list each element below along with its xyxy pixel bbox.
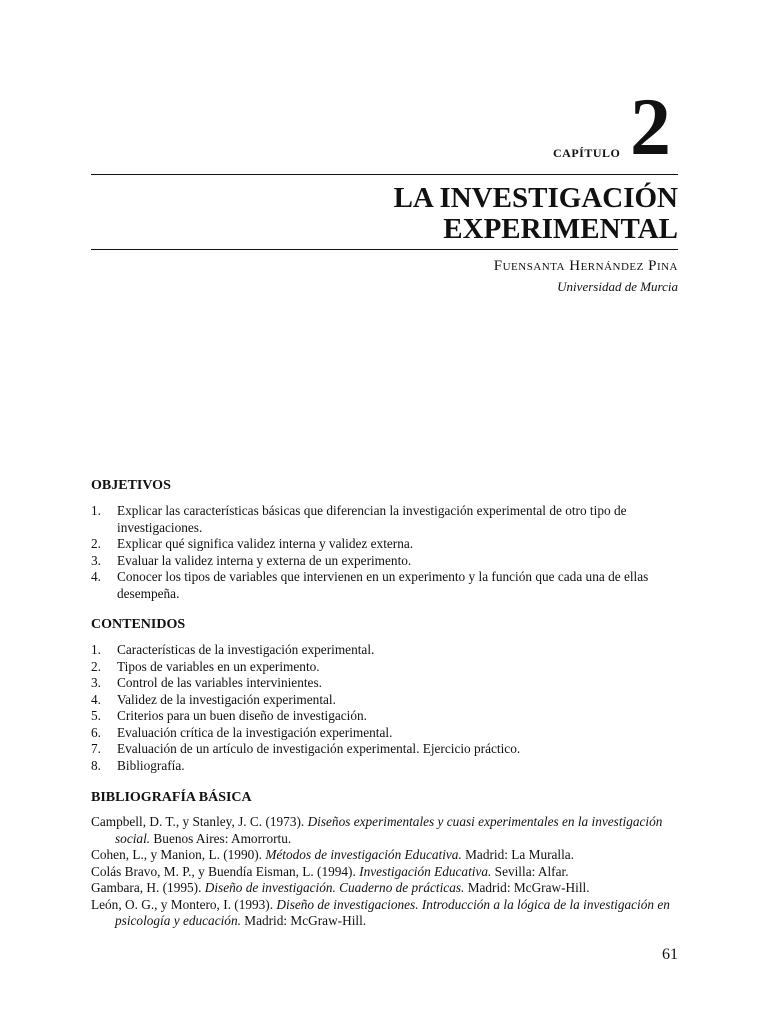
bib-publisher: Buenos Aires: Amorrortu. [153, 830, 292, 846]
objetivos-list [91, 503, 681, 602]
item-text: Explicar las características básicas que diferencian la investigación experimental de otro tipo de investigaciones. [117, 503, 627, 535]
item-text: Validez de la investigación experimental. [117, 691, 336, 707]
item-number: 8. [91, 757, 101, 773]
list-item [91, 659, 681, 676]
item-number: 1. [91, 503, 101, 518]
bib-work: Diseño de investigaciones. Introducción a la lógica de la investigación en psicología y educación. [115, 896, 670, 928]
list-item [91, 642, 681, 659]
bib-publisher: Sevilla: Alfar. [494, 863, 569, 879]
item-text: Explicar qué significa validez interna y validez externa. [117, 536, 414, 551]
bib-work: Diseño de investigación. Cuaderno de prácticas. [204, 880, 465, 895]
contenidos-list [91, 642, 681, 774]
item-text: Bibliografía. [117, 757, 185, 773]
page-number: 61 [662, 946, 678, 963]
bibliography-entry [91, 880, 681, 897]
item-number: 3. [91, 675, 101, 690]
item-number: 4. [91, 691, 101, 707]
chapter-label: CAPÍTULO [553, 146, 621, 160]
bibliografia-heading: BIBLIOGRAFÍA BÁSICA [91, 790, 252, 805]
bib-authors: Campbell, D. T., y Stanley, J. C. (1973). [91, 814, 305, 829]
author-affiliation: Universidad de Murcia [557, 279, 678, 294]
list-item [91, 692, 681, 709]
chapter-title-line2: EXPERIMENTAL [443, 213, 678, 245]
author-name: Fuensanta Hernández Pina [493, 258, 678, 274]
item-number: 5. [91, 708, 101, 723]
bib-work: Investigación Educativa. [359, 863, 492, 879]
list-item [91, 675, 681, 692]
item-number: 2. [91, 536, 101, 551]
list-item [91, 569, 681, 602]
bib-authors: Gambara, H. (1995). [91, 880, 202, 895]
bibliography-entry [91, 814, 681, 847]
item-text: Evaluación crítica de la investigación experimental. [117, 724, 393, 740]
list-item [91, 503, 681, 536]
list-item [91, 536, 681, 553]
item-number: 4. [91, 569, 101, 584]
title-bottom-rule [91, 249, 678, 250]
item-text: Conocer los tipos de variables que intervienen en un experimento y la función que cada una de ellas desempeña. [117, 569, 649, 601]
bibliography-list [91, 814, 681, 930]
list-item [91, 725, 681, 742]
bib-publisher: Madrid: McGraw-Hill. [244, 913, 367, 928]
item-text: Control de las variables intervinientes. [117, 675, 322, 690]
list-item [91, 553, 681, 570]
contenidos-heading: CONTENIDOS [91, 617, 186, 632]
item-number: 7. [91, 741, 101, 756]
bib-publisher: Madrid: McGraw-Hill. [467, 880, 590, 895]
item-number: 1. [91, 642, 101, 657]
chapter-number: 2 [630, 81, 671, 172]
bib-authors: León, O. G., y Montero, I. (1993). [91, 896, 274, 912]
item-number: 2. [91, 658, 101, 674]
list-item [91, 741, 681, 758]
bib-publisher: Madrid: La Muralla. [465, 847, 575, 862]
bibliography-entry [91, 847, 681, 864]
bibliography-entry [91, 864, 681, 881]
item-number: 3. [91, 552, 101, 568]
item-text: Evaluar la validez interna y externa de un experimento. [117, 552, 412, 568]
item-number: 6. [91, 724, 101, 740]
item-text: Evaluación de un artículo de investigación experimental. Ejercicio práctico. [117, 741, 521, 756]
bib-work: Diseños experimentales y cuasi experimentales en la investigación social. [115, 814, 663, 846]
item-text: Tipos de variables en un experimento. [117, 658, 320, 674]
item-text: Características de la investigación experimental. [117, 642, 375, 657]
list-item [91, 758, 681, 775]
bib-authors: Colás Bravo, M. P., y Buendía Eisman, L. (1994). [91, 863, 356, 879]
bib-authors: Cohen, L., y Manion, L. (1990). [91, 847, 262, 862]
chapter-title-line1: LA INVESTIGACIÓN [393, 182, 678, 214]
item-text: Criterios para un buen diseño de investigación. [117, 708, 367, 723]
bib-work: Métodos de investigación Educativa. [265, 847, 462, 862]
objetivos-heading: OBJETIVOS [91, 478, 171, 493]
title-top-rule [91, 174, 678, 175]
list-item [91, 708, 681, 725]
bibliography-entry [91, 897, 681, 930]
